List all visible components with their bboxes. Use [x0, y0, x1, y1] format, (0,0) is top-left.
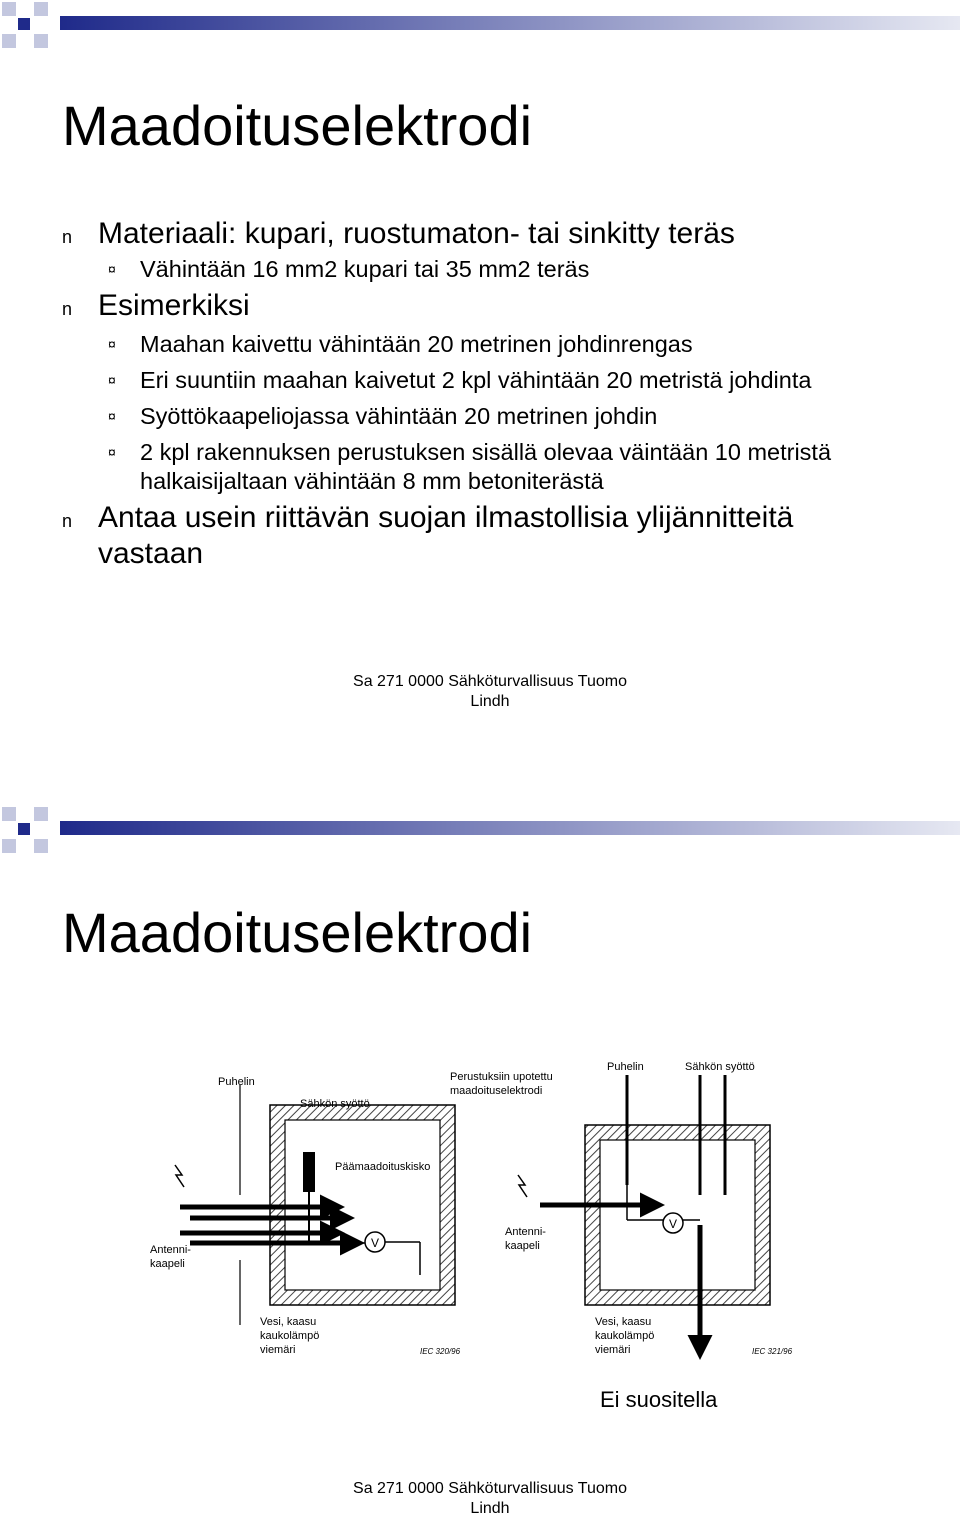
bullet-marker-icon: n [62, 299, 73, 319]
bullet-text: Esimerkiksi [98, 289, 250, 322]
slide-header-decoration [0, 0, 960, 65]
label-sahkon-syotto: Sähkön syöttö [300, 1098, 370, 1110]
sub-bullet-text: Maahan kaivettu vähintään 20 metrinen johdinrengas [140, 331, 693, 357]
grounding-diagram [140, 1055, 820, 1365]
label-iec: IEC 321/96 [752, 1347, 793, 1356]
label-sahkon-syotto: Sähkön syöttö [685, 1061, 755, 1073]
slide-footer [0, 1479, 960, 1519]
label-antenni-2: kaapeli [150, 1258, 185, 1270]
footer-line: Lindh [470, 693, 510, 710]
label-antenni-2: kaapeli [505, 1240, 540, 1252]
label-vesi-3: viemäri [595, 1344, 631, 1356]
bullet-text: Antaa usein riittävän suojan ilmastollisia ylijännitteitä vastaan [98, 501, 794, 570]
label-iec: IEC 320/96 [420, 1347, 461, 1356]
busbar [303, 1152, 315, 1192]
slide-2 [0, 805, 960, 1515]
bullet-marker-icon: n [62, 511, 73, 531]
bullet-text: Materiaali: kupari, ruostumaton- tai sinkitty teräs [98, 217, 735, 250]
footer-line: Sa 271 0000 Sähköturvallisuus Tuomo [353, 673, 627, 690]
label-vesi-3: viemäri [260, 1344, 296, 1356]
sub-bullet-item [62, 438, 900, 496]
slide-footer [0, 672, 960, 712]
sub-bullet-text: Eri suuntiin maahan kaivetut 2 kpl vähintään 20 metristä johdinta [140, 367, 812, 393]
label-perustus-2: maadoituselektrodi [450, 1085, 543, 1097]
sub-bullet-marker-icon: ¤ [108, 444, 116, 460]
footer-line: Sa 271 0000 Sähköturvallisuus Tuomo [353, 1480, 627, 1497]
sub-bullet-marker-icon: ¤ [108, 336, 116, 352]
slide-title: Maadoituselektrodi [62, 94, 533, 157]
bullet-list [62, 216, 942, 572]
sub-bullet-item [62, 330, 942, 359]
label-antenni-1: Antenni- [150, 1244, 191, 1256]
sub-bullet-marker-icon: ¤ [108, 372, 116, 388]
label-puhelin: Puhelin [607, 1061, 644, 1073]
label-puhelin: Puhelin [218, 1076, 255, 1088]
sub-bullet-text: Syöttökaapeliojassa vähintään 20 metrinen johdin [140, 403, 658, 429]
sub-bullet-item [62, 366, 942, 395]
sub-bullet-marker-icon: ¤ [108, 408, 116, 424]
label-antenni-1: Antenni- [505, 1226, 546, 1238]
label-vesi-2: kaukolämpö [260, 1330, 320, 1342]
diagram-left [150, 1076, 461, 1356]
sub-bullet-text: Vähintään 16 mm2 kupari tai 35 mm2 teräs [140, 256, 590, 282]
bullet-item [62, 288, 942, 324]
footer-line: Lindh [470, 1500, 510, 1517]
label-vesi-1: Vesi, kaasu [595, 1316, 652, 1328]
label-vesi-2: kaukolämpö [595, 1330, 655, 1342]
label-perustus-1: Perustuksiin upotettu [450, 1071, 553, 1083]
diagram-right [450, 1061, 793, 1356]
sub-bullet-marker-icon: ¤ [108, 261, 116, 277]
slide-title: Maadoituselektrodi [62, 901, 533, 964]
bullet-marker-icon: n [62, 227, 73, 247]
sub-bullet-item [62, 255, 942, 284]
lightning-icon [518, 1175, 527, 1197]
bullet-item [62, 500, 878, 572]
sub-bullet-item [62, 402, 942, 431]
lightning-icon [175, 1165, 184, 1187]
label-vesi-1: Vesi, kaasu [260, 1316, 317, 1328]
diagram-caption: Ei suositella [600, 1387, 718, 1412]
sub-bullet-text: 2 kpl rakennuksen perustuksen sisällä olevaa väintään 10 metristä halkaisijaltaan vähintään 8 mm betoniterästä [140, 439, 832, 494]
slide-header-decoration [0, 805, 960, 870]
meter-label: V [668, 1217, 678, 1231]
bullet-item [62, 216, 942, 252]
label-paamaadoituskisko: Päämaadoituskisko [335, 1161, 431, 1173]
meter-label: V [370, 1236, 380, 1250]
